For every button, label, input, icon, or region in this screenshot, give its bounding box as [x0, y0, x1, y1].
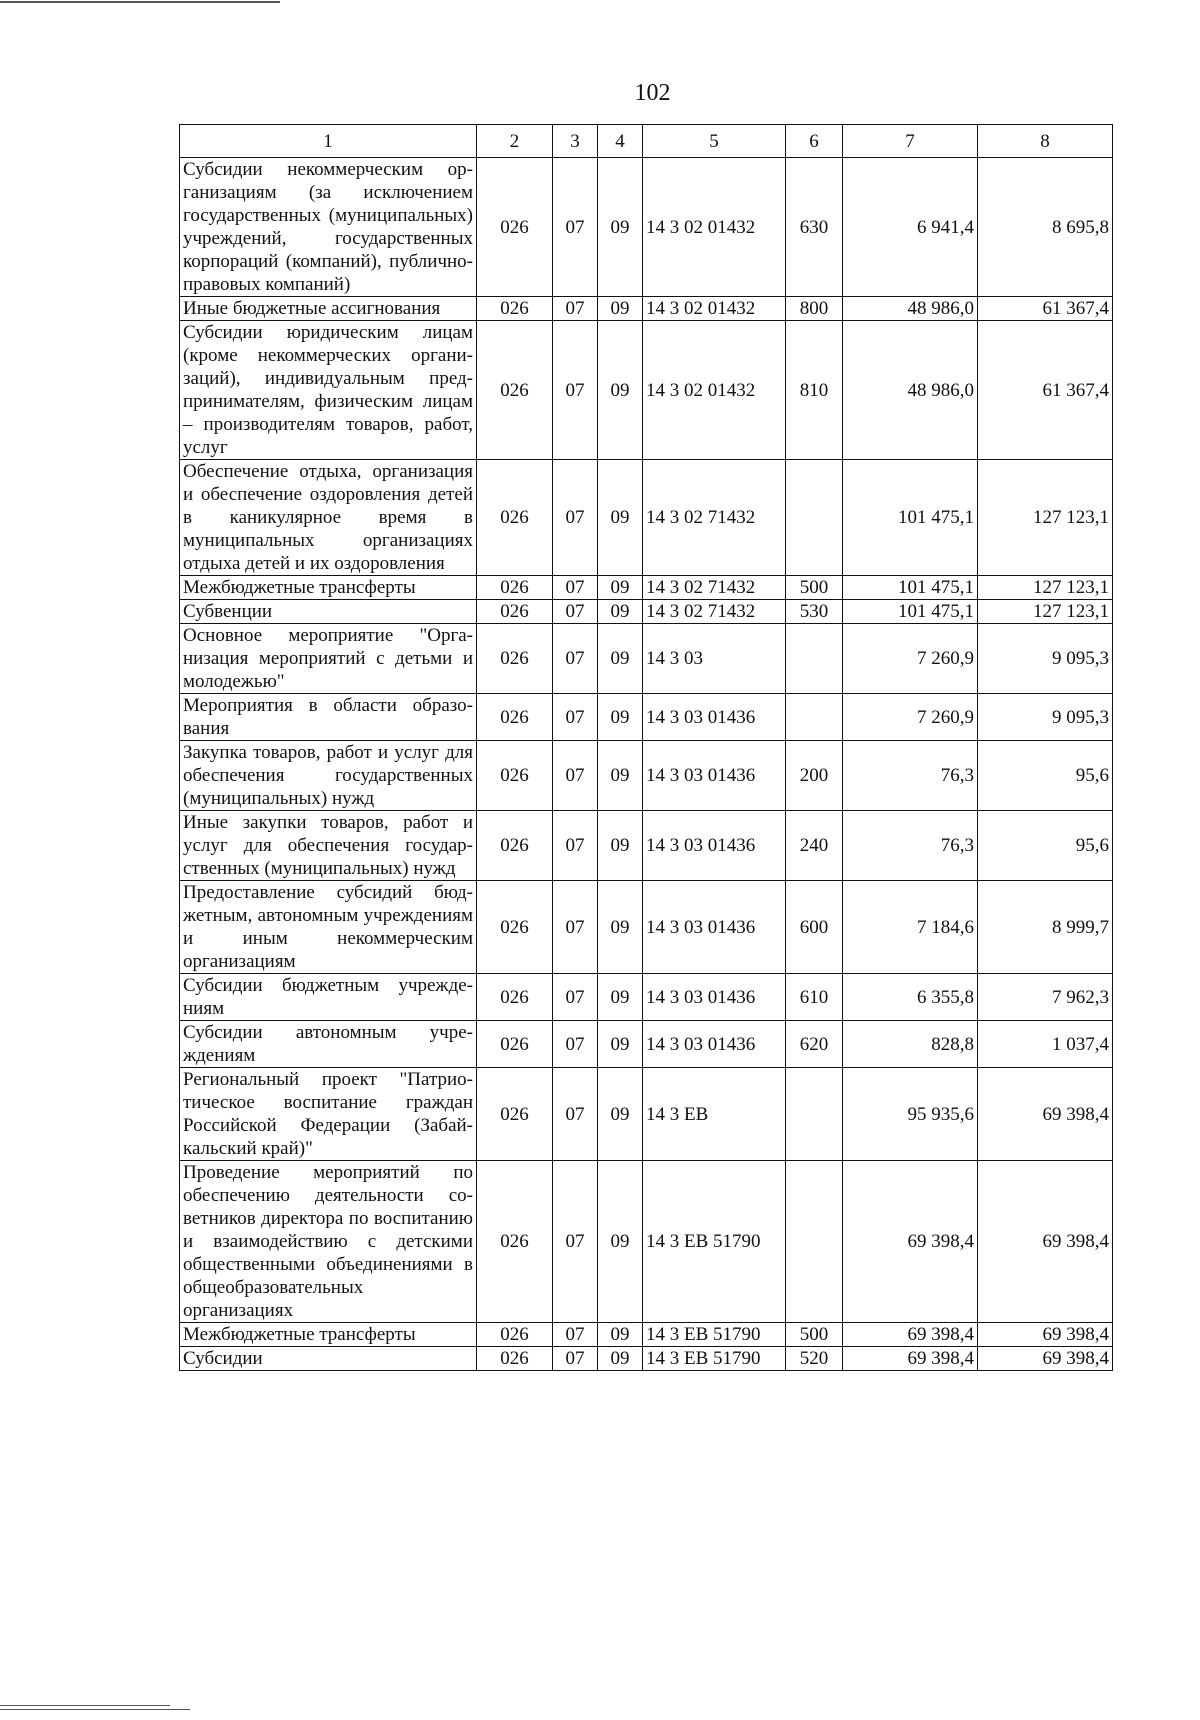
scan-line-top-left	[0, 1, 280, 3]
ministry-code-cell: 026	[477, 811, 553, 881]
target-article-cell: 14 3 ЕВ 51790	[643, 1347, 786, 1371]
budget-table	[179, 124, 1113, 1371]
target-article-cell: 14 3 03 01436	[643, 811, 786, 881]
table-row	[180, 1347, 1113, 1371]
row-name-cell: Субсидии бюджетным учреждениям	[180, 974, 477, 1021]
expense-type-cell: 810	[786, 321, 843, 460]
subsection-cell: 09	[598, 1021, 643, 1068]
amount-col7-cell: 69 398,4	[843, 1347, 978, 1371]
page-number: 102	[634, 80, 671, 106]
section-cell: 07	[553, 1021, 598, 1068]
subsection-cell: 09	[598, 974, 643, 1021]
amount-col7-cell: 7 260,9	[843, 694, 978, 741]
ministry-code-cell: 026	[477, 974, 553, 1021]
column-header-3: 3	[553, 125, 598, 158]
expense-type-cell: 500	[786, 576, 843, 600]
table-row	[180, 600, 1113, 624]
amount-col8-cell: 69 398,4	[978, 1161, 1113, 1323]
expense-type-cell	[786, 694, 843, 741]
target-article-cell: 14 3 02 01432	[643, 321, 786, 460]
amount-col8-cell: 95,6	[978, 811, 1113, 881]
subsection-cell: 09	[598, 694, 643, 741]
ministry-code-cell: 026	[477, 1323, 553, 1347]
subsection-cell: 09	[598, 576, 643, 600]
amount-col7-cell: 828,8	[843, 1021, 978, 1068]
expense-type-cell: 530	[786, 600, 843, 624]
amount-col7-cell: 69 398,4	[843, 1323, 978, 1347]
amount-col7-cell: 69 398,4	[843, 1161, 978, 1323]
ministry-code-cell: 026	[477, 600, 553, 624]
ministry-code-cell: 026	[477, 158, 553, 297]
table-row	[180, 576, 1113, 600]
expense-type-cell	[786, 460, 843, 576]
target-article-cell: 14 3 03 01436	[643, 1021, 786, 1068]
table-row	[180, 694, 1113, 741]
expense-type-cell: 630	[786, 158, 843, 297]
ministry-code-cell: 026	[477, 881, 553, 974]
amount-col8-cell: 7 962,3	[978, 974, 1113, 1021]
target-article-cell: 14 3 03 01436	[643, 974, 786, 1021]
ministry-code-cell: 026	[477, 460, 553, 576]
section-cell: 07	[553, 624, 598, 694]
row-name-cell: Региональный проект "Патриотическое воспитание граждан Российской Федерации (Забайкальский край)"	[180, 1068, 477, 1161]
expense-type-cell: 800	[786, 297, 843, 321]
ministry-code-cell: 026	[477, 297, 553, 321]
amount-col7-cell: 101 475,1	[843, 600, 978, 624]
amount-col8-cell: 8 695,8	[978, 158, 1113, 297]
section-cell: 07	[553, 1161, 598, 1323]
subsection-cell: 09	[598, 741, 643, 811]
row-name-cell: Субсидии автономным учреждениям	[180, 1021, 477, 1068]
amount-col8-cell: 127 123,1	[978, 576, 1113, 600]
row-name-cell: Проведение мероприятий по обеспечению деятельности советников директора по воспитанию и взаимодействию с детскими общественными объединениями в общеобразовательных организациях	[180, 1161, 477, 1323]
expense-type-cell	[786, 1068, 843, 1161]
subsection-cell: 09	[598, 297, 643, 321]
ministry-code-cell: 026	[477, 694, 553, 741]
table-row	[180, 624, 1113, 694]
row-name-cell: Обеспечение отдыха, организация и обеспечение оздоровления детей в каникулярное время в муниципальных организациях отдыха детей и их оздоровления	[180, 460, 477, 576]
amount-col8-cell: 9 095,3	[978, 624, 1113, 694]
ministry-code-cell: 026	[477, 1068, 553, 1161]
row-name-cell: Межбюджетные трансферты	[180, 1323, 477, 1347]
table-row	[180, 297, 1113, 321]
amount-col8-cell: 61 367,4	[978, 297, 1113, 321]
target-article-cell: 14 3 03	[643, 624, 786, 694]
section-cell: 07	[553, 321, 598, 460]
amount-col8-cell: 127 123,1	[978, 460, 1113, 576]
target-article-cell: 14 3 02 71432	[643, 576, 786, 600]
section-cell: 07	[553, 158, 598, 297]
amount-col8-cell: 61 367,4	[978, 321, 1113, 460]
table-header-row	[180, 125, 1113, 158]
column-header-4: 4	[598, 125, 643, 158]
amount-col7-cell: 48 986,0	[843, 297, 978, 321]
column-header-6: 6	[786, 125, 843, 158]
amount-col7-cell: 48 986,0	[843, 321, 978, 460]
column-header-8: 8	[978, 125, 1113, 158]
target-article-cell: 14 3 ЕВ 51790	[643, 1161, 786, 1323]
expense-type-cell: 600	[786, 881, 843, 974]
table-row	[180, 881, 1113, 974]
column-header-2: 2	[477, 125, 553, 158]
section-cell: 07	[553, 297, 598, 321]
subsection-cell: 09	[598, 1347, 643, 1371]
subsection-cell: 09	[598, 1323, 643, 1347]
target-article-cell: 14 3 03 01436	[643, 741, 786, 811]
table-row	[180, 741, 1113, 811]
ministry-code-cell: 026	[477, 1161, 553, 1323]
subsection-cell: 09	[598, 1068, 643, 1161]
expense-type-cell: 620	[786, 1021, 843, 1068]
section-cell: 07	[553, 974, 598, 1021]
target-article-cell: 14 3 02 01432	[643, 297, 786, 321]
section-cell: 07	[553, 881, 598, 974]
scan-line-bottom-left-2	[0, 1709, 190, 1710]
expense-type-cell	[786, 1161, 843, 1323]
section-cell: 07	[553, 694, 598, 741]
section-cell: 07	[553, 576, 598, 600]
subsection-cell: 09	[598, 158, 643, 297]
amount-col7-cell: 101 475,1	[843, 576, 978, 600]
subsection-cell: 09	[598, 811, 643, 881]
table-row	[180, 1323, 1113, 1347]
ministry-code-cell: 026	[477, 321, 553, 460]
target-article-cell: 14 3 02 71432	[643, 600, 786, 624]
section-cell: 07	[553, 1347, 598, 1371]
amount-col8-cell: 9 095,3	[978, 694, 1113, 741]
ministry-code-cell: 026	[477, 576, 553, 600]
table-row	[180, 158, 1113, 297]
subsection-cell: 09	[598, 881, 643, 974]
row-name-cell: Субсидии некоммерческим организациям (за исключением государственных (муниципальных) учреждений, государственных корпораций (компаний), публично-правовых компаний)	[180, 158, 477, 297]
section-cell: 07	[553, 741, 598, 811]
table-row	[180, 321, 1113, 460]
table-row	[180, 1068, 1113, 1161]
table-body	[180, 158, 1113, 1371]
amount-col7-cell: 7 260,9	[843, 624, 978, 694]
amount-col7-cell: 101 475,1	[843, 460, 978, 576]
expense-type-cell: 500	[786, 1323, 843, 1347]
expense-type-cell: 610	[786, 974, 843, 1021]
amount-col8-cell: 1 037,4	[978, 1021, 1113, 1068]
subsection-cell: 09	[598, 600, 643, 624]
target-article-cell: 14 3 02 01432	[643, 158, 786, 297]
column-header-7: 7	[843, 125, 978, 158]
subsection-cell: 09	[598, 321, 643, 460]
amount-col8-cell: 69 398,4	[978, 1347, 1113, 1371]
ministry-code-cell: 026	[477, 624, 553, 694]
column-header-1: 1	[180, 125, 477, 158]
table-row	[180, 1021, 1113, 1068]
amount-col7-cell: 95 935,6	[843, 1068, 978, 1161]
expense-type-cell: 520	[786, 1347, 843, 1371]
amount-col8-cell: 8 999,7	[978, 881, 1113, 974]
row-name-cell: Субсидии	[180, 1347, 477, 1371]
table-row	[180, 460, 1113, 576]
target-article-cell: 14 3 ЕВ 51790	[643, 1323, 786, 1347]
ministry-code-cell: 026	[477, 1347, 553, 1371]
target-article-cell: 14 3 ЕВ	[643, 1068, 786, 1161]
amount-col8-cell: 95,6	[978, 741, 1113, 811]
amount-col7-cell: 76,3	[843, 741, 978, 811]
ministry-code-cell: 026	[477, 1021, 553, 1068]
row-name-cell: Основное мероприятие "Организация мероприятий с детьми и молодежью"	[180, 624, 477, 694]
column-header-5: 5	[643, 125, 786, 158]
section-cell: 07	[553, 811, 598, 881]
section-cell: 07	[553, 600, 598, 624]
section-cell: 07	[553, 1068, 598, 1161]
amount-col8-cell: 69 398,4	[978, 1323, 1113, 1347]
amount-col8-cell: 69 398,4	[978, 1068, 1113, 1161]
amount-col8-cell: 127 123,1	[978, 600, 1113, 624]
row-name-cell: Межбюджетные трансферты	[180, 576, 477, 600]
subsection-cell: 09	[598, 624, 643, 694]
row-name-cell: Субсидии юридическим лицам (кроме некоммерческих организаций), индивидуальным предпринимателям, физическим лицам – производителям товаров, работ, услуг	[180, 321, 477, 460]
amount-col7-cell: 7 184,6	[843, 881, 978, 974]
row-name-cell: Предоставление субсидий бюджетным, автономным учреждениям и иным некоммерческим организациям	[180, 881, 477, 974]
ministry-code-cell: 026	[477, 741, 553, 811]
row-name-cell: Субвенции	[180, 600, 477, 624]
expense-type-cell: 240	[786, 811, 843, 881]
row-name-cell: Иные закупки товаров, работ и услуг для обеспечения государственных (муниципальных) нужд	[180, 811, 477, 881]
expense-type-cell	[786, 624, 843, 694]
target-article-cell: 14 3 03 01436	[643, 881, 786, 974]
target-article-cell: 14 3 03 01436	[643, 694, 786, 741]
row-name-cell: Иные бюджетные ассигнования	[180, 297, 477, 321]
scan-line-bottom-left	[0, 1705, 170, 1706]
section-cell: 07	[553, 1323, 598, 1347]
amount-col7-cell: 6 941,4	[843, 158, 978, 297]
expense-type-cell: 200	[786, 741, 843, 811]
table-row	[180, 974, 1113, 1021]
amount-col7-cell: 76,3	[843, 811, 978, 881]
row-name-cell: Мероприятия в области образования	[180, 694, 477, 741]
table-row	[180, 1161, 1113, 1323]
table-row	[180, 811, 1113, 881]
subsection-cell: 09	[598, 1161, 643, 1323]
section-cell: 07	[553, 460, 598, 576]
amount-col7-cell: 6 355,8	[843, 974, 978, 1021]
subsection-cell: 09	[598, 460, 643, 576]
row-name-cell: Закупка товаров, работ и услуг для обеспечения государственных (муниципальных) нужд	[180, 741, 477, 811]
target-article-cell: 14 3 02 71432	[643, 460, 786, 576]
